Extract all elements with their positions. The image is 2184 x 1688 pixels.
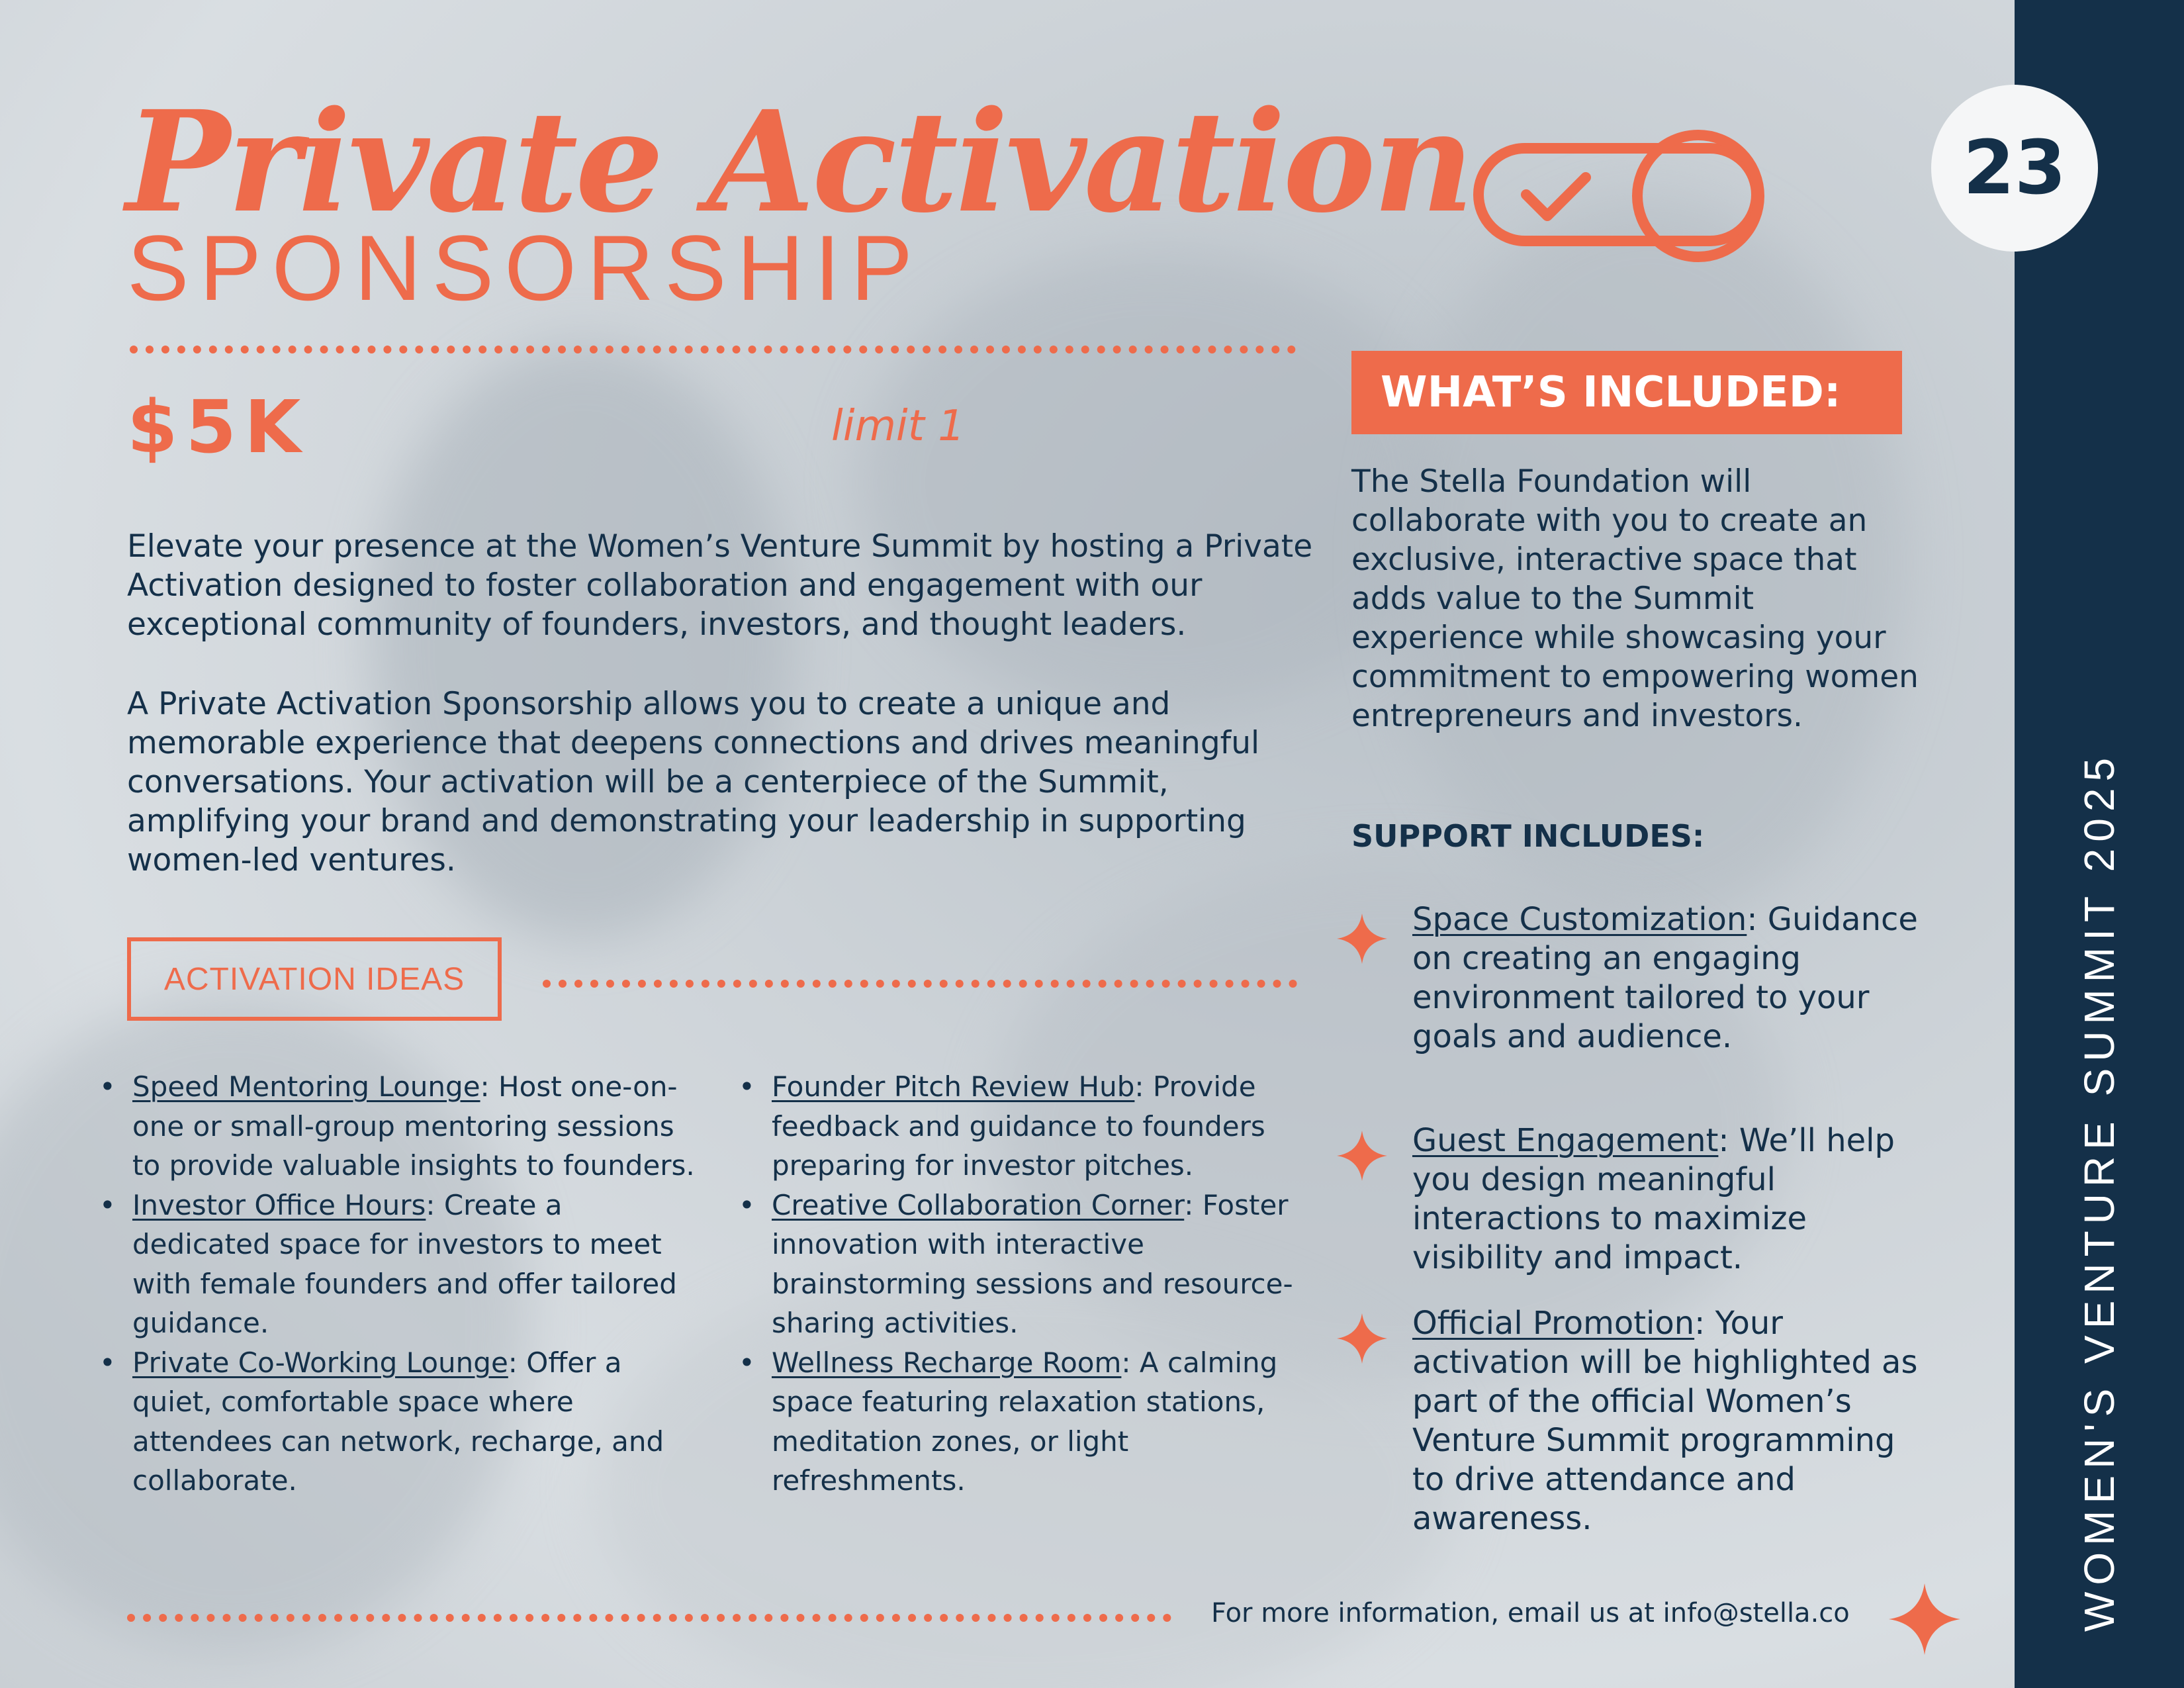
page-number: 23 [1931,85,2098,252]
sparkle-star-icon [1336,1312,1388,1365]
list-item [739,1067,1321,1186]
sparkle-star-icon [1888,1582,1962,1656]
idea-title: Founder Pitch Review Hub [772,1070,1135,1103]
activation-ideas-heading: ACTIVATION IDEAS [127,937,502,1021]
support-item [1412,1121,1929,1278]
support-heading: SUPPORT INCLUDES: [1351,818,1705,854]
idea-title: Speed Mentoring Lounge [132,1070,480,1103]
support-item-title: Guest Engagement [1412,1122,1719,1159]
ideas-list-left [99,1067,708,1501]
idea-text: : Create a dedicated space for investors to meet with female founders and offer tailored guidance. [132,1188,677,1339]
support-item-text: : We’ll help you design meaningful interactions to maximize visibility and impact. [1412,1122,1895,1276]
price: $5K [127,385,309,469]
footer-divider [127,1614,1171,1622]
intro-paragraph-2: A Private Activation Sponsorship allows you to create a unique and memorable experience that deepens connections and drives meaningful conversations. Your activation will be a centerpiece of the Summit, amplifying your brand and demonstrating your leadership in supporting women-led ventures. [127,686,1260,878]
idea-text: : Foster innovation with interactive brainstorming sessions and resource-sharing activities. [772,1188,1293,1339]
sidebar-event-title: WOMEN'S VENTURE SUMMIT 2025 [2075,751,2123,1632]
support-item-title: Official Promotion [1412,1305,1695,1342]
idea-title: Investor Office Hours [132,1188,426,1221]
sparkle-star-icon [1336,912,1388,965]
list-item [99,1067,708,1186]
idea-text: : Host one-on-one or small-group mentoring sessions to provide valuable insights to founders. [132,1070,695,1182]
page-title: Private Activation [126,80,1472,244]
ideas-divider [543,980,1297,988]
idea-text: : Offer a quiet, comfortable space where attendees can network, recharge, and collaborate. [132,1346,664,1497]
idea-title: Wellness Recharge Room [772,1346,1122,1379]
support-item [1412,900,1929,1056]
toggle-check-icon [1473,130,1771,262]
limit-note: limit 1 [831,402,965,451]
list-item [99,1343,708,1501]
whats-included-text: The Stella Foundation will collaborate with you to create an exclusive, interactive space that adds value to the Summit experience while showcasing your commitment to empowering women entrepreneurs and investors. [1351,463,1919,734]
title-divider [130,346,1296,353]
idea-title: Creative Collaboration Corner [772,1188,1185,1221]
idea-text: : Provide feedback and guidance to founders preparing for investor pitches. [772,1070,1265,1182]
support-item-title: Space Customization [1412,901,1747,938]
page-subtitle: SPONSORSHIP [127,216,923,320]
support-item-text: : Your activation will be highlighted as part of the official Women’s Venture Summit programming to drive attendance and awareness. [1412,1305,1918,1537]
whats-included-heading: WHAT’S INCLUDED: [1351,351,1902,434]
idea-text: : A calming space featuring relaxation stations, meditation zones, or light refreshments. [772,1346,1278,1497]
list-item [739,1186,1321,1343]
sparkle-star-icon [1336,1129,1388,1182]
idea-title: Private Co-Working Lounge [132,1346,508,1379]
ideas-list-right [739,1067,1321,1501]
list-item [739,1343,1321,1501]
intro-paragraph-1: Elevate your presence at the Women’s Venture Summit by hosting a Private Activation designed to foster collaboration and engagement with our exceptional community of founders, investors, and thought leaders. [127,528,1313,643]
list-item [99,1186,708,1343]
support-item-text: : Guidance on creating an engaging environment tailored to your goals and audience. [1412,901,1918,1055]
footer-contact: For more information, email us at info@stella.co [1211,1598,1850,1628]
support-item [1412,1304,1929,1538]
